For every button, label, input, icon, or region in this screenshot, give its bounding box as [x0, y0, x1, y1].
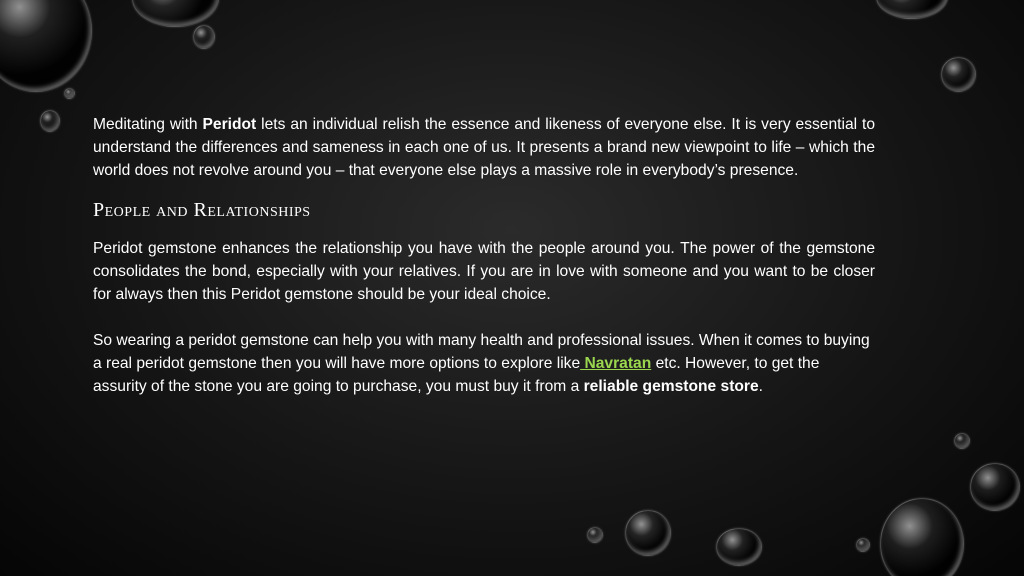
slide-content	[93, 113, 875, 398]
paragraph-spacer	[93, 306, 875, 329]
closing-paragraph	[93, 329, 875, 398]
intro-bold-peridot: Peridot	[202, 116, 257, 133]
decorative-bubble	[716, 528, 762, 566]
decorative-bubble	[970, 463, 1020, 511]
decorative-bubble	[856, 538, 870, 552]
closing-bold-store: reliable gemstone store	[583, 378, 759, 395]
decorative-bubble	[625, 510, 671, 556]
decorative-bubble	[64, 88, 75, 99]
decorative-bubble	[132, 0, 219, 27]
relationships-paragraph: Peridot gemstone enhances the relationship you have with the people around you. The power of the gemstone consolidates the bond, especially with your relatives. If you are in love with someone and you want to be closer for always then this Peridot gemstone should be your ideal choice.	[93, 240, 875, 303]
decorative-bubble	[876, 0, 948, 19]
intro-rest: lets an individual relish the essence and likeness of everyone else. It is very essential to understand the differences and sameness in each one of us. It presents a brand new viewpoint to life – which the world does not revolve around you – that everyone else plays a massive role in everybody’s presence.	[93, 116, 876, 179]
decorative-bubble	[880, 498, 964, 576]
decorative-bubble	[0, 0, 92, 92]
closing-text-before-link: So wearing a peridot gemstone can help you with many health and professional issues. When it comes to buying a real peridot gemstone then you will have more options to explore like	[93, 332, 870, 372]
decorative-bubble	[40, 110, 60, 132]
decorative-bubble	[193, 25, 215, 49]
decorative-bubble	[954, 433, 970, 449]
intro-paragraph	[93, 113, 875, 182]
intro-prefix: Meditating with	[93, 116, 203, 133]
decorative-bubble	[587, 527, 603, 543]
closing-text-after-link: etc. However, to get the assurity of the stone you are going to purchase, you must buy it from a	[93, 355, 820, 395]
section-heading: People and Relationships	[93, 199, 311, 221]
navratan-link[interactable]: Navratan	[580, 355, 652, 372]
decorative-bubble	[941, 57, 976, 92]
closing-period: .	[758, 378, 764, 395]
